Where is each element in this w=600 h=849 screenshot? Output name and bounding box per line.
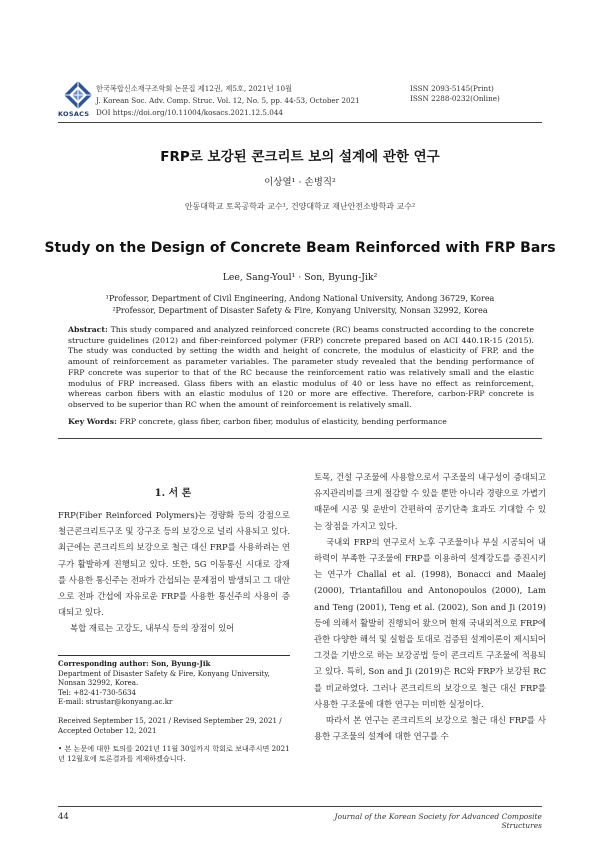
authors-ko: 이상열¹ · 손병직² xyxy=(264,177,336,188)
paper-title-en: Study on the Design of Concrete Beam Reinforced with FRP Bars xyxy=(44,240,556,256)
right-paragraph-1: 토목, 건설 구조물에 사용함으로서 구조물의 내구성이 증대되고 유지관리비를 크게 절감할 수 있을 뿐만 아니라 경량으로 가볍기 때문에 시공 및 운반이 간편하여 공기단축 효과도 기대할 수 있는 장점을 가지고 있다. xyxy=(314,472,546,531)
right-paragraph-2: 국내외 FRP의 연구로서 노후 구조물이나 부실 시공되어 내하력이 부족한 구조물에 FRP를 이용하여 설계강도를 증진시키는 연구가 Challal et al. (1998), Bonacci and Maalej (2000), Triantafillou and Antonopoulos (2000), Lam and Teng (2001), Teng et al. (2002), Son and Ji (2019) 등에 의해서 활발히 진행되어 왔으며 현재 국내외적으로 FRP에 관한 다양한 해석 및 실험을 토대로 검증된 설계이론이 제시되어 그것을 기반으로 하는 보강공법 등이 콘크리트 구조물에 적용되고 있다. 특히, Son and Ji (2019)은 RC와 FRP가 보강된 RC를 비교하였다. 그러나 콘크리트의 보강으로 철근 대신 FRP를 사용한 구조물에 대한 연구는 미비한 실정이다. xyxy=(314,536,546,709)
page-number: 44 xyxy=(58,812,69,822)
abstract-label: Abstract: xyxy=(68,325,108,334)
abstract-rule xyxy=(58,438,542,439)
keywords-label: Key Words: xyxy=(68,417,117,426)
header-rule xyxy=(58,122,542,123)
logo-text: KOSACS xyxy=(58,110,90,118)
abstract xyxy=(68,325,534,411)
discussion-note: • 본 논문에 대한 토의를 2021년 11월 30일까지 학회로 보내주시면 2021년 12월호에 토론결과를 게재하겠습니다. xyxy=(58,744,290,763)
received-dates: Received September 15, 2021 / Revised September 29, 2021 / Accepted October 12, 2021 xyxy=(58,716,282,735)
issn-print: ISSN 2093-5145(Print) xyxy=(410,84,494,93)
affiliation-en-2: ²Professor, Department of Disaster Safety & Fire, Konyang University, Nonsan 32992, Korea xyxy=(112,306,488,315)
keywords-text: FRP concrete, glass fiber, carbon fiber, modulus of elasticity, bending performance xyxy=(119,417,447,426)
author-tel: Tel: +82-41-730-5634 xyxy=(58,687,137,697)
right-column xyxy=(314,469,546,744)
section-title-introduction: 1. 서 론 xyxy=(154,488,192,499)
author-email[interactable]: E-mail: strustar@konyang.ac.kr xyxy=(58,697,173,707)
authors-en: Lee, Sang-Youl¹ · Son, Byung-Jik² xyxy=(222,272,378,283)
journal-name-ko: 한국복합신소재구조학회 논문집 제12권, 제5호, 2021년 10월 xyxy=(96,84,293,93)
corresponding-author: Corresponding author: Son, Byung-Jik xyxy=(58,659,211,668)
kosacs-logo-icon xyxy=(63,80,93,110)
keywords xyxy=(68,417,534,426)
abstract-text: This study compared and analyzed reinforced concrete (RC) beams constructed according to the concrete structure guidelines (2012) and fiber-reinforced polymer (FRP) concrete prepared based on ACI 440.1R-15 (2015). The study was conducted by setting the width and height of concrete, the modulus of elasticity of FRP, and the amount of reinforcement as parameter variables. The parameter study revealed that the bending performance of FRP concrete was superior to that of the RC because the reinforcement ratio was relatively small and the elastic modulus of FRP increased. Glass fibers with an elastic modulus of 40 or less have no effect as reinforcement, whereas carbon fibers with an elastic modulus of 120 or more are effective. Therefore, carbon-FRP concrete is observed to be superior than RC when the amount of reinforcement is relatively small. xyxy=(68,325,534,409)
affiliation-en-1: ¹Professor, Department of Civil Engineering, Andong National University, Andong 36729, Korea xyxy=(105,294,495,303)
paper-title-ko: FRP로 보강된 콘크리트 보의 설계에 관한 연구 xyxy=(160,149,440,165)
footer-rule xyxy=(58,806,542,807)
author-department: Department of Disaster Safety & Fire, Konyang University, Nonsan 32992, Korea. xyxy=(58,668,270,688)
footnote-author xyxy=(58,659,290,707)
journal-logo xyxy=(63,80,93,110)
right-paragraph-3: 따라서 본 연구는 콘크리트의 보강으로 철근 대신 FRP를 사용한 구조물의 설계에 대한 연구를 수 xyxy=(314,715,546,742)
issn-online: ISSN 2288-0232(Online) xyxy=(410,94,500,103)
left-paragraph-2: 복합 재료는 고강도, 내부식 등의 장점이 있어 xyxy=(70,623,235,634)
journal-name-en: J. Korean Soc. Adv. Comp. Struc. Vol. 12, No. 5, pp. 44-53, October 2021 xyxy=(96,96,360,105)
footnote-rule xyxy=(58,655,290,656)
left-column xyxy=(58,507,290,637)
doi-link[interactable]: DOI https://doi.org/10.11004/kosacs.2021.12.5.044 xyxy=(96,108,283,117)
footer-journal-name: Journal of the Korean Society for Advanced Composite Structures xyxy=(334,812,542,830)
affiliation-ko: 안동대학교 토목공학과 교수¹, 건양대학교 재난안전소방학과 교수² xyxy=(184,202,416,211)
left-paragraph-1: FRP(Fiber Reinforced Polymers)는 경량화 등의 강점으로 철근콘크리트구조 및 강구조 등의 보강으로 널리 사용되고 있다. 최근에는 콘크리트의 보강으로 철근 대신 FRP를 사용하려는 연구가 활발하게 진행되고 있다. 또한, 5G 이동통신 시대로 강재를 사용한 통신주는 전파가 간섭되는 문제점이 발생되고 그 대안으로 전파 간섭에 자유로운 FRP를 사용한 통신주의 사용이 증대되고 있다. xyxy=(58,510,290,618)
